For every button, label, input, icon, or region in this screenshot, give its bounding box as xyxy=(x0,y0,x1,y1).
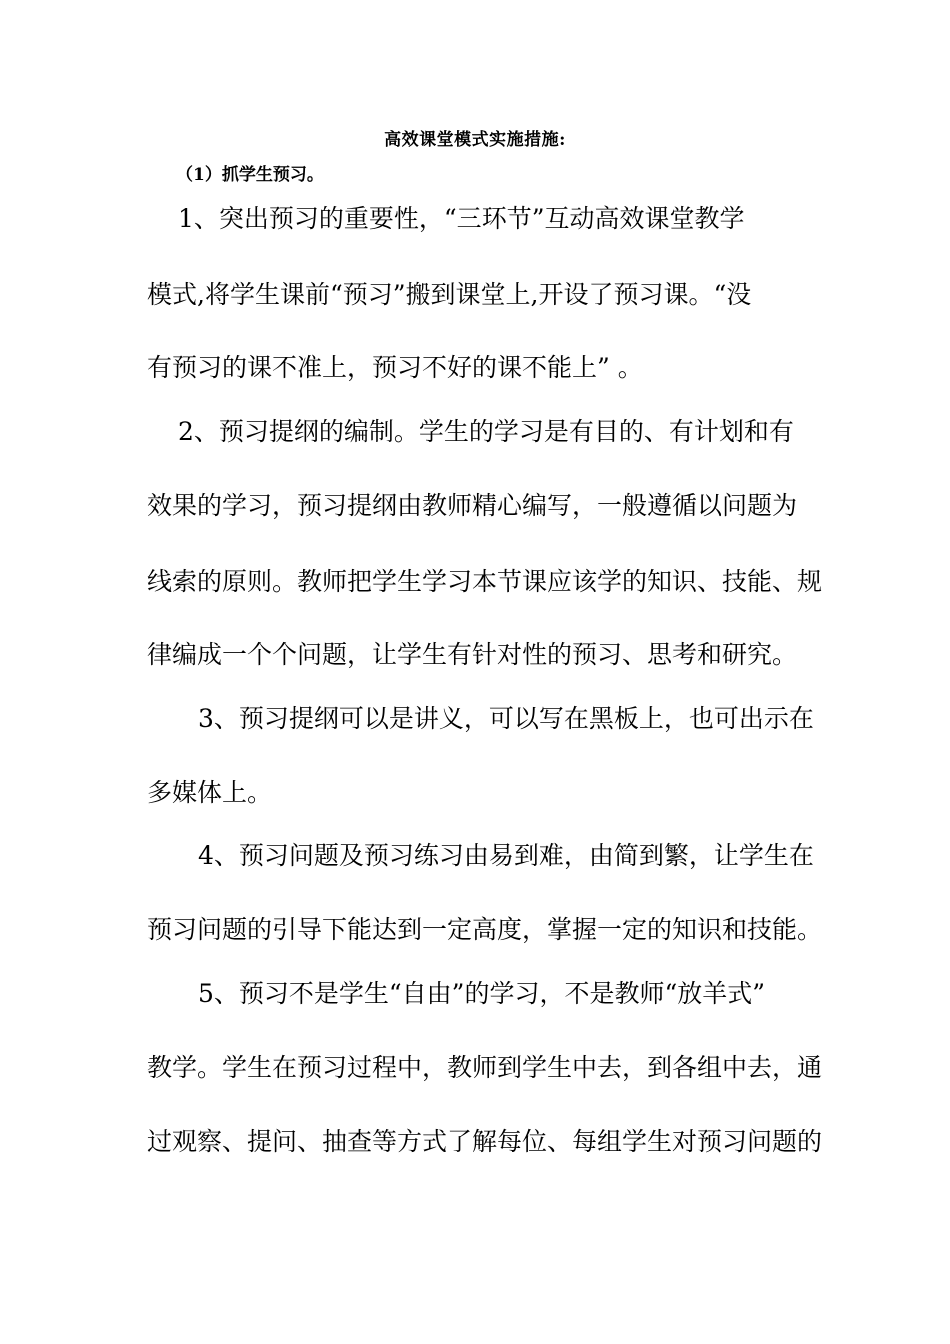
text-line: 线索的原则。教师把学生学习本节课应该学的知识、技能、规 xyxy=(147,567,823,596)
text-line: 预习问题的引导下能达到一定高度，掌握一定的知识和技能。 xyxy=(147,915,823,944)
text-line: 1、突出预习的重要性，“三环节”互动高效课堂教学 xyxy=(178,204,745,233)
text-line: 3、预习提纲可以是讲义，可以写在黑板上，也可出示在 xyxy=(198,704,814,733)
text-line: 模式,将学生课前“预习”搬到课堂上,开设了预习课。“没 xyxy=(147,280,752,309)
text-line: 律编成一个个问题，让学生有针对性的预习、思考和研究。 xyxy=(147,640,798,669)
section-heading: （1）抓学生预习。 xyxy=(176,165,324,185)
text-line: 5、预习不是学生“自由”的学习，不是教师“放羊式” xyxy=(198,979,766,1008)
text-line: 效果的学习，预习提纲由教师精心编写，一般遵循以问题为 xyxy=(147,491,798,520)
text-line: 有预习的课不准上，预习不好的课不能上” 。 xyxy=(147,353,643,382)
text-line: 4、预习问题及预习练习由易到难，由简到繁，让学生在 xyxy=(198,841,814,870)
text-line: 多媒体上。 xyxy=(147,778,273,807)
text-line: 过观察、提问、抽查等方式了解每位、每组学生对预习问题的 xyxy=(147,1127,823,1156)
page-title: 高效课堂模式实施措施: xyxy=(384,130,566,150)
text-line: 2、预习提纲的编制。学生的学习是有目的、有计划和有 xyxy=(178,417,794,446)
text-line: 教学。学生在预习过程中，教师到学生中去，到各组中去，通 xyxy=(147,1053,823,1082)
